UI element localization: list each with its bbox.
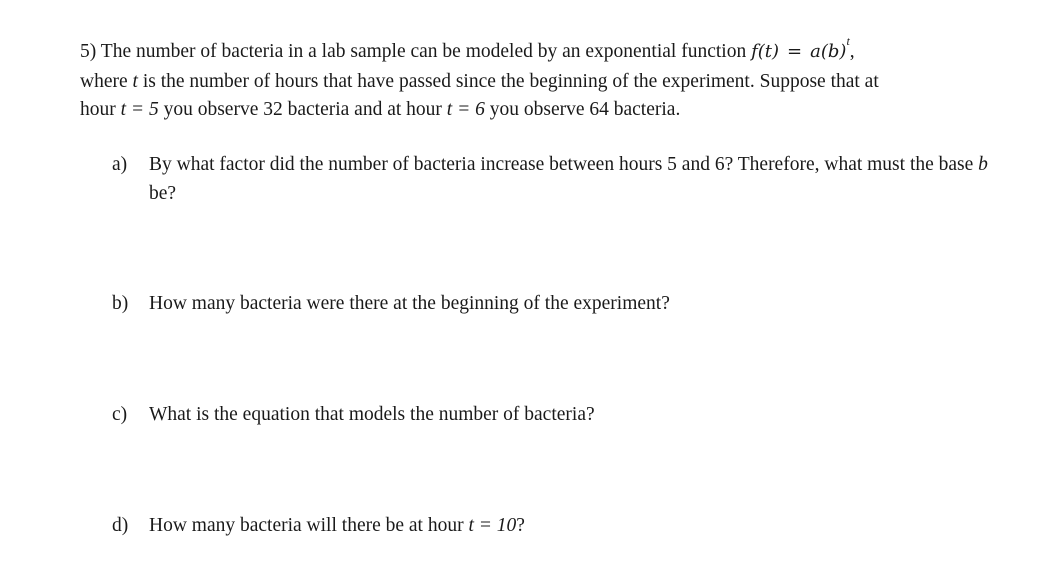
question-c <box>112 401 992 430</box>
problem-statement <box>80 34 980 125</box>
problem-line1-text: The number of bacteria in a lab sample can be modeled by an exponential function <box>100 41 747 62</box>
function-rhs: a(b) <box>810 41 847 62</box>
question-letter-b: b) <box>112 293 129 314</box>
problem-number: 5) <box>80 41 97 62</box>
t-equals-6: t = 6 <box>446 99 485 120</box>
equals-sign: = <box>787 41 803 62</box>
problem-line3-hour: hour <box>80 99 116 120</box>
question-b <box>112 290 992 319</box>
function-exponent: t <box>846 34 850 48</box>
question-text-c: What is the equation that models the number of bacteria? <box>149 404 595 425</box>
question-a <box>112 151 992 208</box>
question-letter-d: d) <box>112 515 129 536</box>
question-text-d <box>149 512 992 541</box>
problem-line2-prefix: where <box>80 70 128 92</box>
problem-line3-end: you observe 64 bacteria. <box>489 99 681 120</box>
question-d-part2: ? <box>516 515 525 536</box>
question-text-a <box>149 151 992 208</box>
t-equals-5: t = 5 <box>120 99 159 120</box>
function-comma: , <box>849 41 855 62</box>
question-a-part1: By what factor did the number of bacteria increase between hours 5 and 6? Therefore, what must the base <box>149 154 974 175</box>
t-equals-10: t = 10 <box>468 515 517 536</box>
variable-b: b <box>978 154 988 175</box>
question-d <box>112 512 992 541</box>
question-d-part1: How many bacteria will there be at hour <box>149 515 464 536</box>
function-lhs: f(t) <box>751 41 780 62</box>
problem-line3-mid: you observe 32 bacteria and at hour <box>163 99 442 120</box>
question-a-part2: be? <box>149 182 177 204</box>
question-letter-a: a) <box>112 154 128 175</box>
problem-line2-text: is the number of hours that have passed since the beginning of the experiment. Suppose that at <box>142 70 879 92</box>
variable-t: t <box>132 70 138 92</box>
question-text-b: How many bacteria were there at the beginning of the experiment? <box>149 293 670 314</box>
question-letter-c: c) <box>112 404 128 425</box>
